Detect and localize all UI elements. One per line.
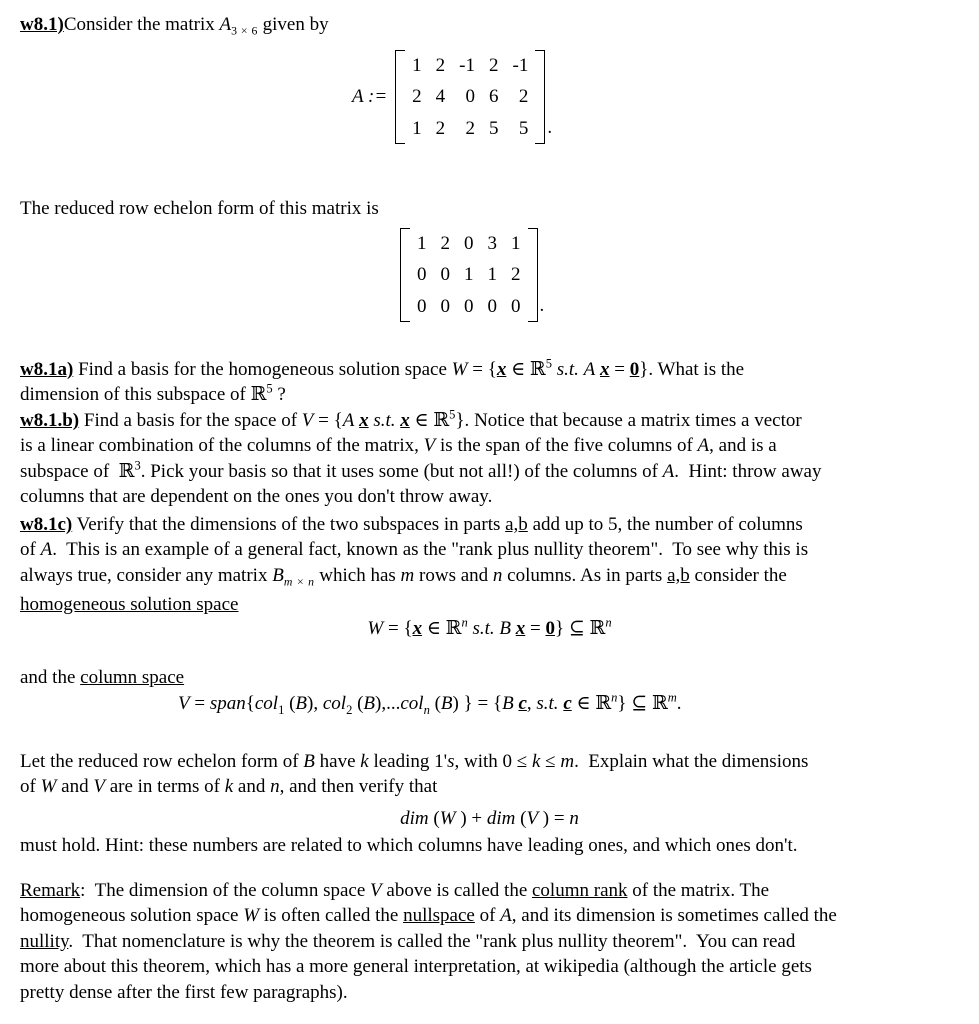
part-a-text-post: What is the bbox=[653, 359, 745, 380]
part-b-label: w8.1.b) bbox=[20, 410, 80, 431]
part-c-label: w8.1c) bbox=[20, 514, 73, 535]
matrix-cell: 5 bbox=[518, 117, 529, 139]
remark-line2: homogeneous solution space W is often called the nullspace of A, and its dimension is sometimes called the bbox=[20, 905, 837, 927]
equation-dim-identity: dim (W ) + dim (V ) = n bbox=[400, 808, 579, 829]
part-b-line4-text: columns that are dependent on the ones you don't throw away. bbox=[20, 486, 493, 508]
matrix-cell: 2 bbox=[511, 264, 521, 286]
matrix-cell: -1 bbox=[459, 55, 475, 76]
remark-label: Remark bbox=[20, 880, 81, 901]
part-b-text-pre: Find a basis for the space of bbox=[83, 410, 302, 431]
heading-text-after: given by bbox=[257, 14, 329, 35]
rref-intro-line bbox=[20, 196, 960, 221]
term-column-rank: column rank bbox=[532, 880, 628, 901]
part-c bbox=[20, 512, 960, 618]
problem-heading bbox=[20, 12, 329, 37]
part-c-line3-pre: always true, consider any matrix bbox=[20, 564, 273, 586]
matrix-row bbox=[410, 228, 528, 259]
matrix-cell: 2 bbox=[489, 55, 499, 76]
matrix-cell: 0 bbox=[440, 264, 450, 286]
closing-line3 bbox=[20, 833, 960, 858]
matrix-cell: 0 bbox=[464, 295, 474, 317]
matrix-symbol-A: A bbox=[219, 14, 232, 35]
matrix-cell: 0 bbox=[511, 295, 521, 317]
matrix-symbol-B: B bbox=[272, 564, 284, 586]
column-space-intro bbox=[20, 665, 960, 690]
rref-intro-text: The reduced row echelon form of this matrix is bbox=[20, 198, 379, 219]
remark-line1: Remark: The dimension of the column space V above is called the column rank of the matrix. The bbox=[20, 880, 770, 901]
remark-line5-text: pretty dense after the first few paragraphs). bbox=[20, 981, 348, 1003]
matrix-cell: -1 bbox=[512, 55, 529, 76]
matrix-right-bracket bbox=[528, 228, 538, 322]
matrix-A-table bbox=[405, 50, 535, 144]
matrix-cell: 2 bbox=[465, 117, 475, 139]
matrix-cell: 4 bbox=[435, 86, 446, 108]
part-a-text-pre: Find a basis for the homogeneous solution space bbox=[78, 359, 452, 380]
part-b-line1 bbox=[20, 408, 960, 433]
closing-line2: of W and V are in terms of k and n, and then verify that bbox=[20, 776, 438, 798]
matrix-cell: 1 bbox=[487, 264, 497, 286]
matrix-row bbox=[405, 81, 535, 112]
matrix-cell: 2 bbox=[412, 86, 422, 108]
matrix-row bbox=[410, 259, 528, 290]
matrix-cell: 2 bbox=[435, 117, 446, 139]
homogeneous-solution-space-term: homogeneous solution space bbox=[20, 594, 239, 616]
matrix-left-bracket bbox=[400, 228, 410, 322]
matrix-cell: 2 bbox=[435, 55, 446, 76]
problem-label: w8.1) bbox=[20, 14, 64, 35]
part-b-formula: V = {A x s.t. x ∈ ℝ$^5$}. bbox=[301, 407, 470, 431]
heading-text-before: Consider the matrix bbox=[63, 14, 220, 35]
matrix-left-bracket bbox=[395, 50, 405, 144]
remark-paragraph bbox=[20, 878, 960, 1005]
matrix-cell: 2 bbox=[518, 86, 529, 108]
matrix-A-period: . bbox=[547, 116, 553, 138]
part-b-text-post: Notice that because a matrix times a vector bbox=[469, 410, 802, 431]
ref-parts-ab: a,b bbox=[505, 514, 528, 535]
part-c-line1: w8.1c) Verify that the dimensions of the two subspaces in parts a,b add up to 5, the number of columns bbox=[20, 514, 803, 535]
matrix-cell: 1 bbox=[511, 233, 521, 254]
part-b-line2: is a linear combination of the columns of the matrix, V is the span of the five columns of A, and is a bbox=[20, 435, 777, 457]
matrix-cell: 0 bbox=[487, 295, 497, 317]
part-a-line1 bbox=[20, 357, 960, 382]
matrix-B-dimensions: m × n bbox=[283, 575, 315, 589]
matrix-cell: 1 bbox=[417, 233, 427, 254]
remark-line4 bbox=[20, 954, 960, 979]
matrix-right-bracket bbox=[535, 50, 545, 144]
part-a-label: w8.1a) bbox=[20, 359, 74, 380]
matrix-rref-display bbox=[400, 228, 544, 322]
column-space-intro-text: and the bbox=[20, 667, 81, 688]
part-a-line2: dimension of this subspace of ℝ$^5$ ? bbox=[20, 382, 286, 406]
matrix-cell: 0 bbox=[440, 295, 450, 317]
matrix-cell: 1 bbox=[464, 264, 474, 286]
matrix-row bbox=[410, 291, 528, 322]
equation-W-general: W = {x ∈ ℝ$^n$ s.t. B x = 0} ⊆ ℝ$^n$ bbox=[367, 615, 612, 639]
part-b-line3: subspace of ℝ$^3$. Pick your basis so that it uses some (but not all!) of the columns of A. Hint: throw away bbox=[20, 458, 822, 482]
matrix-cell: 0 bbox=[417, 264, 427, 286]
matrix-cell: 6 bbox=[489, 86, 499, 108]
closing-line3-wrap bbox=[20, 833, 960, 858]
term-nullity: nullity bbox=[20, 930, 69, 952]
matrix-A-display bbox=[352, 50, 552, 144]
matrix-rref-table bbox=[410, 228, 528, 322]
matrix-cell: 0 bbox=[464, 233, 474, 254]
closing-line1: Let the reduced row echelon form of B have k leading 1's, with 0 ≤ k ≤ m. Explain what the dimensions bbox=[20, 751, 809, 772]
matrix-cell: 5 bbox=[489, 117, 499, 139]
part-c-line4 bbox=[20, 592, 960, 617]
matrix-cell: 2 bbox=[440, 233, 450, 254]
matrix-cell: 3 bbox=[487, 233, 497, 254]
remark-line5 bbox=[20, 980, 960, 1005]
matrix-cell: 0 bbox=[465, 86, 475, 108]
column-space-term: column space bbox=[80, 667, 185, 688]
part-b bbox=[20, 408, 960, 510]
part-c-line3: always true, consider any matrix $B_{m \times n}$ which has m rows and n columns. As in parts a,b consider the bbox=[20, 564, 787, 589]
matrix-rref-period: . bbox=[539, 294, 545, 316]
matrix-A-label: A := bbox=[352, 86, 388, 108]
matrix-row bbox=[405, 50, 535, 81]
remark-line4-text: more about this theorem, which has a more general interpretation, at wikipedia (although the article gets bbox=[20, 956, 812, 978]
part-a bbox=[20, 357, 960, 408]
equation-V-general: V = span{col$_1$ (B), col$_2$ (B),...col$_n$ (B) } = {B c, s.t. c ∈ ℝ$^n$} ⊆ ℝ$^m$. bbox=[178, 690, 682, 717]
matrix-cell: 0 bbox=[417, 295, 427, 317]
closing-paragraph bbox=[20, 749, 960, 800]
ref-parts-ab: a,b bbox=[667, 564, 690, 586]
matrix-cell: 1 bbox=[412, 117, 422, 139]
remark-line3: nullity. That nomenclature is why the theorem is called the "rank plus nullity theorem". You can read bbox=[20, 930, 796, 952]
term-nullspace: nullspace bbox=[403, 905, 475, 927]
matrix-cell: 1 bbox=[412, 55, 422, 76]
matrix-row bbox=[405, 113, 535, 144]
part-c-line2: of A. This is an example of a general fact, known as the "rank plus nullity theorem". To see why this is bbox=[20, 539, 809, 561]
part-a-formula: W = {x ∈ ℝ$^5$ s.t. A x = 0}. bbox=[451, 356, 654, 380]
matrix-dimensions: 3 × 6 bbox=[231, 24, 258, 38]
closing-line3-text: must hold. Hint: these numbers are related to which columns have leading ones, and which ones don't. bbox=[20, 835, 798, 856]
part-b-line4 bbox=[20, 484, 960, 509]
